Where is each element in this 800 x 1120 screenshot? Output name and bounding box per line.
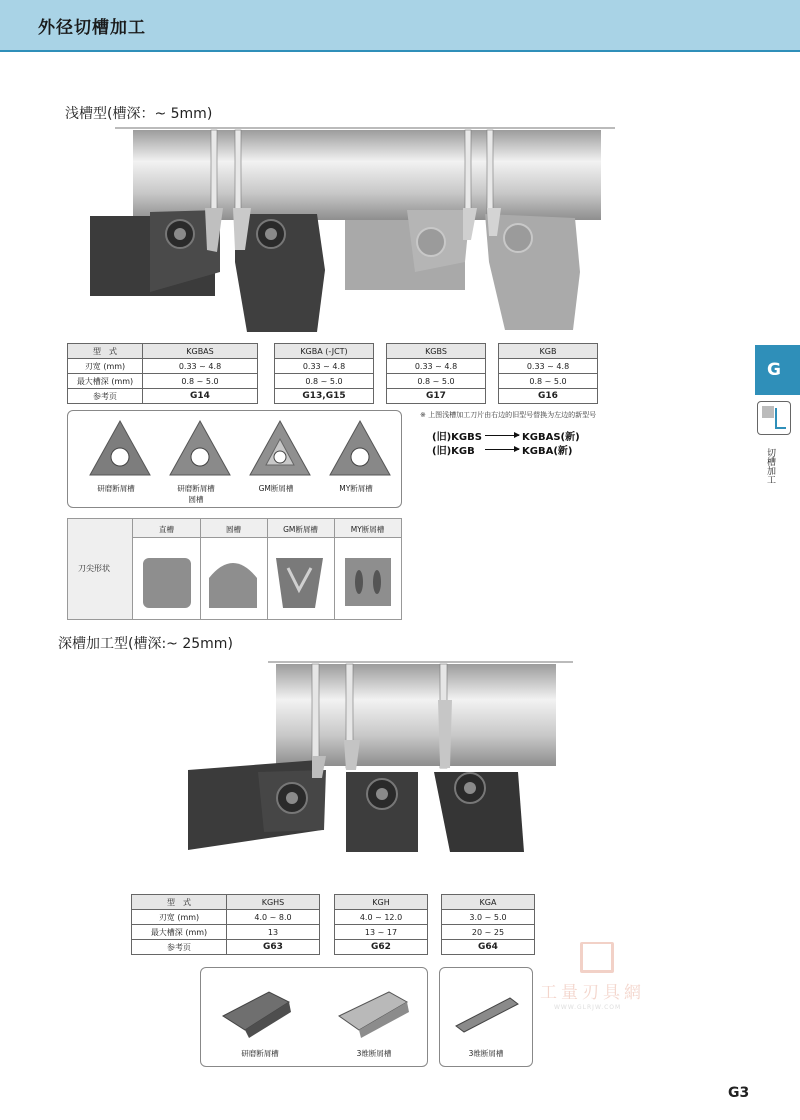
triangular-insert-icons: [76, 417, 394, 481]
shallow-spec-table-c: [386, 343, 486, 404]
new-model-2: KGBA(新): [522, 445, 573, 457]
side-chapter-label: 切槽加工: [765, 448, 775, 484]
replacement-note: ※ 上图浅槽加工刀片由右边的旧型号替换为左边的新型号: [420, 411, 597, 419]
deep-spec-table-b: [334, 894, 428, 955]
width-kga: 3.0 ~ 5.0: [442, 910, 535, 925]
row-label-page: 参考页: [68, 389, 143, 404]
model-kgh: KGH: [335, 895, 428, 910]
new-model-1: KGBAS(新): [522, 431, 580, 443]
depth-kgh: 13 ~ 17: [335, 925, 428, 940]
insert-caption-2: 研磨断屑槽: [177, 484, 215, 493]
arrow-icon: [485, 449, 519, 450]
page-kgbas: G14: [143, 389, 258, 404]
row-label-width-2: 刃宽 (mm): [132, 910, 227, 925]
deep-insert-caption-2: 3维断屑槽: [356, 1049, 392, 1058]
page-kga: G64: [442, 940, 535, 955]
page-title: 外径切槽加工: [38, 18, 146, 38]
depth-kga: 20 ~ 25: [442, 925, 535, 940]
page-kgbs: G17: [387, 389, 486, 404]
section-title-shallow: 浅槽型(槽深：~ 5mm): [65, 106, 213, 122]
old-model-2: (旧)KGB: [432, 445, 475, 457]
model-kga: KGA: [442, 895, 535, 910]
grooving-insert-icons: [211, 982, 417, 1042]
width-kgbs: 0.33 ~ 4.8: [387, 359, 486, 374]
width-kgh: 4.0 ~ 12.0: [335, 910, 428, 925]
depth-kgbs: 0.8 ~ 5.0: [387, 374, 486, 389]
deep-groove-illustration: [188, 660, 583, 855]
page-number: G3: [728, 1085, 750, 1101]
depth-kghs: 13: [227, 925, 320, 940]
deep-insert-caption-3: 3维断屑槽: [468, 1049, 504, 1058]
deep-insert-caption-1: 研磨断屑槽: [241, 1049, 279, 1058]
tip-header-straight: 直槽: [159, 525, 174, 534]
tip-shape-label: 刀尖形状: [78, 564, 110, 573]
header-bar: [0, 0, 800, 52]
side-tab-letter: G: [767, 360, 781, 380]
grooving-chapter-icon: [757, 401, 791, 435]
width-kgba: 0.33 ~ 4.8: [275, 359, 374, 374]
row-label-model: 型 式: [68, 344, 143, 359]
row-label-page-2: 参考页: [132, 940, 227, 955]
model-kgba: KGBA (-JCT): [275, 344, 374, 359]
old-model-1: (旧)KGBS: [432, 431, 482, 443]
shallow-spec-table-b: [274, 343, 374, 404]
watermark-url: WWW.GLRJW.COM: [554, 1004, 622, 1011]
model-kgbs: KGBS: [387, 344, 486, 359]
arrow-icon: [485, 435, 519, 436]
shallow-spec-table-d: [498, 343, 598, 404]
page-kghs: G63: [227, 940, 320, 955]
tip-header-my: MY断屑槽: [350, 525, 385, 534]
insert-caption-4: MY断屑槽: [339, 484, 373, 493]
model-kgbas: KGBAS: [143, 344, 258, 359]
section-title-deep: 深槽加工型(槽深:~ 25mm): [58, 636, 233, 652]
insert-caption-1: 研磨断屑槽: [97, 484, 135, 493]
width-kghs: 4.0 ~ 8.0: [227, 910, 320, 925]
row-label-depth: 最大槽深 (mm): [68, 374, 143, 389]
shallow-insert-panel: [67, 410, 402, 508]
shallow-spec-table-a: [67, 343, 258, 404]
row-label-model-2: 型 式: [132, 895, 227, 910]
model-replacement-map: [432, 428, 580, 456]
deep-spec-table-a: [131, 894, 320, 955]
side-chapter-tab[interactable]: [755, 345, 800, 395]
model-kghs: KGHS: [227, 895, 320, 910]
watermark-text: 工量刃具網: [540, 983, 645, 1003]
tip-header-gm: GM断屑槽: [283, 525, 318, 534]
depth-kgba: 0.8 ~ 5.0: [275, 374, 374, 389]
tip-shape-icons: [133, 538, 401, 618]
deep-insert-panel-b: [439, 967, 533, 1067]
model-kgb: KGB: [499, 344, 598, 359]
depth-kgb: 0.8 ~ 5.0: [499, 374, 598, 389]
page-kgh: G62: [335, 940, 428, 955]
shallow-groove-illustration: [85, 122, 615, 334]
kga-insert-icon: [450, 986, 524, 1036]
row-label-width: 刃宽 (mm): [68, 359, 143, 374]
row-label-depth-2: 最大槽深 (mm): [132, 925, 227, 940]
page-kgba: G13,G15: [275, 389, 374, 404]
width-kgb: 0.33 ~ 4.8: [499, 359, 598, 374]
tip-shape-table: [67, 518, 402, 620]
watermark-logo: [580, 942, 614, 973]
depth-kgbas: 0.8 ~ 5.0: [143, 374, 258, 389]
page-kgb: G16: [499, 389, 598, 404]
deep-insert-panel-a: [200, 967, 428, 1067]
tip-header-round: 圆槽: [226, 525, 241, 534]
tip-shape-label-cell: [68, 519, 133, 619]
watermark: [540, 942, 700, 1022]
deep-spec-table-c: [441, 894, 535, 955]
insert-caption-3: GM断屑槽: [258, 484, 294, 493]
width-kgbas: 0.33 ~ 4.8: [143, 359, 258, 374]
insert-caption-2-sub: 圆槽: [188, 495, 204, 504]
